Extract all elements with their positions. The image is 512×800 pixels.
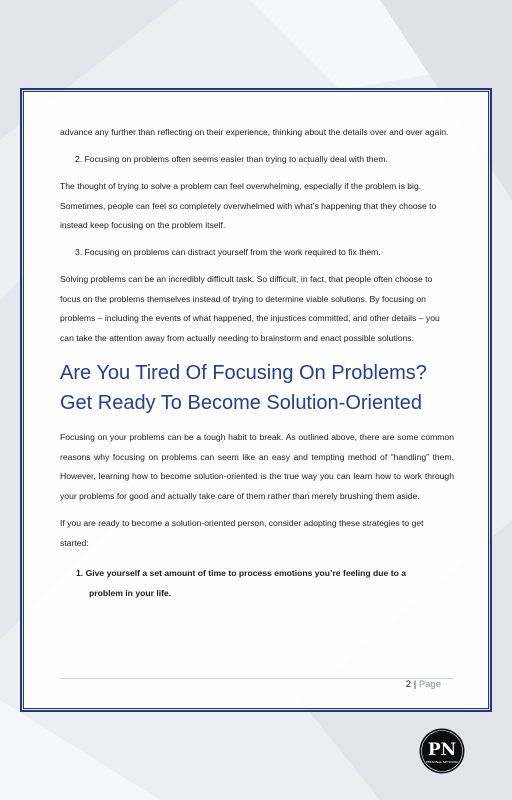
- numbered-item-2: 2. Focusing on problems often seems easier than trying to actually deal with them.: [75, 153, 388, 164]
- page-footer: [360, 677, 441, 693]
- logo-initials: PN: [427, 740, 457, 760]
- strategy-item-text-line2: problem in your life.: [89, 588, 172, 598]
- numbered-item-3: 3. Focusing on problems can distract yourself from the work required to fix them.: [75, 246, 381, 257]
- page-label: Page: [418, 679, 441, 690]
- paragraph-continued: advance any further than reflecting on their experience, thinking about the details over and over again.: [60, 127, 449, 137]
- paragraph: If you are ready to become a solution-oriented person, consider adopting these strategies to get started:: [60, 518, 424, 548]
- page-number: 2: [405, 679, 412, 690]
- logo-caption: PERSONAL NETWORK: [425, 760, 459, 764]
- strategy-item-text-line1: Give yourself a set amount of time to process emotions you’re feeling due to a: [85, 568, 406, 578]
- paragraph: Focusing on your problems can be a tough habit to break. As outlined above, there are some common reasons why focusing on problems can seem like an easy and tempting method of “handling” them. However, learning how to become solution-oriented is the true way you can learn how to work through your problems for good and actually take care of them rather than merely brushing them aside.: [60, 432, 454, 501]
- section-heading: Are You Tired Of Focusing On Problems? Get Ready To Become Solution-Oriented: [60, 362, 427, 414]
- strategy-item-1: [60, 563, 454, 603]
- paragraph: Solving problems can be an incredibly difficult task. So difficult, in fact, that people often choose to focus on the problems themselves instead of trying to determine viable solutions. By focusing on problems – including the events of what happened, the injustices committed, and other details – you can take the attention away from actually needing to brainstorm and enact possible solutions.: [60, 274, 440, 343]
- document-body: [60, 123, 454, 603]
- brand-logo: [419, 728, 465, 774]
- footer-separator: |: [411, 679, 419, 690]
- strategy-item-number: 1.: [76, 568, 84, 578]
- paragraph: The thought of trying to solve a problem can feel overwhelming, especially if the problem is big. Sometimes, people can feel so completely overwhelmed with what’s happening that they choose to instead keep focusing on the problem itself.: [60, 181, 437, 230]
